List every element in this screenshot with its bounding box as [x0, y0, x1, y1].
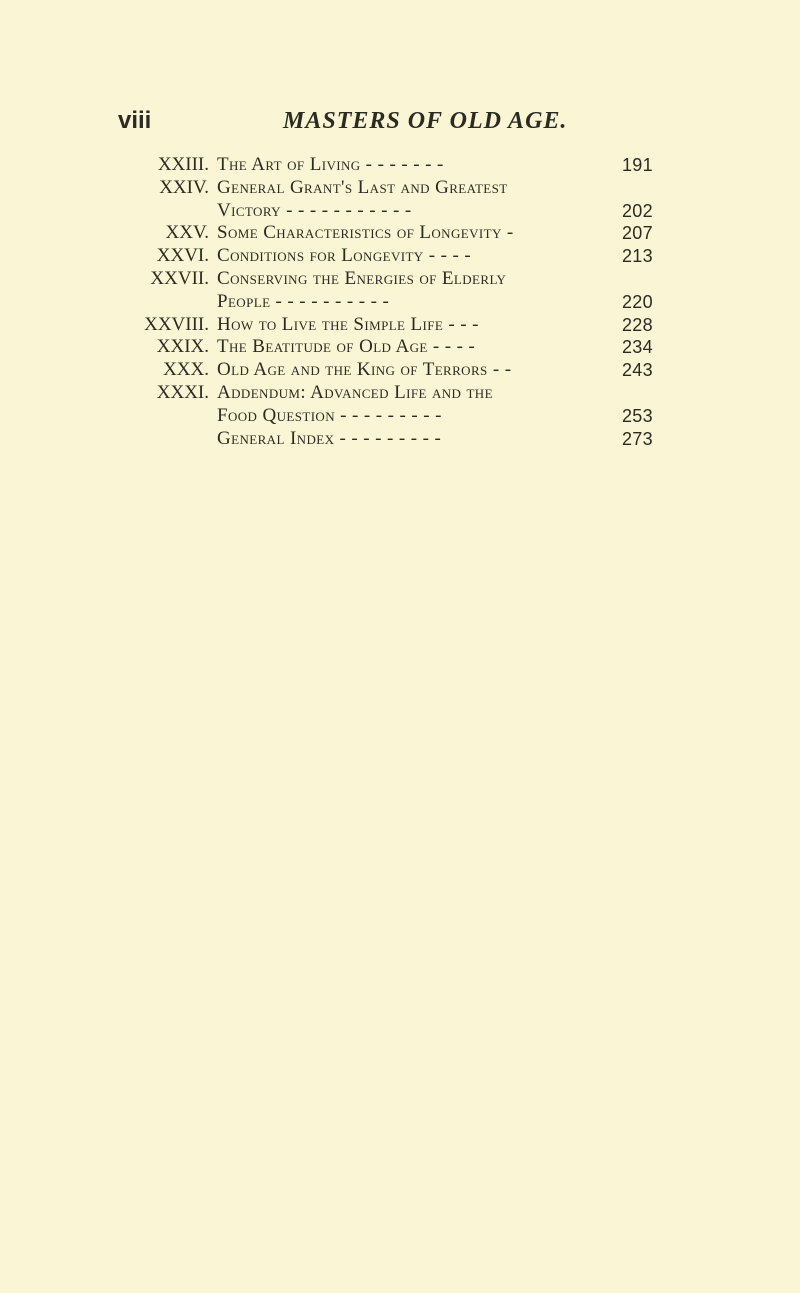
- toc-entry: [0, 382, 800, 405]
- toc-entry: [0, 336, 800, 359]
- toc-entry: [0, 314, 800, 337]
- page-number: 234: [622, 337, 653, 358]
- chapter-number: XXXI.: [156, 381, 209, 403]
- toc-entry: [0, 359, 800, 382]
- page-number: 191: [622, 155, 653, 175]
- page-number: 243: [622, 360, 653, 381]
- page-number: 213: [622, 246, 653, 267]
- chapter-title: General Grant's Last and Greatest: [217, 176, 508, 198]
- toc-entry: [0, 268, 800, 291]
- chapter-number: XXVI.: [156, 245, 209, 267]
- toc-entry-continuation: [0, 200, 800, 223]
- toc-entry-continuation: [0, 405, 800, 428]
- running-title: MASTERS OF OLD AGE.: [283, 108, 568, 134]
- page-number: 228: [622, 314, 653, 335]
- chapter-title: The Beatitude of Old Age - - - -: [217, 336, 476, 358]
- chapter-number: XXVII.: [150, 267, 209, 289]
- chapter-title: Conserving the Energies of Elderly: [217, 267, 507, 289]
- page-number: 220: [622, 291, 653, 312]
- chapter-title: Conditions for Longevity - - - -: [217, 245, 472, 267]
- chapter-title-continued: Food Question - - - - - - - - -: [217, 404, 442, 426]
- chapter-title-continued: Victory - - - - - - - - - - -: [217, 199, 412, 221]
- page-number: 253: [622, 405, 653, 426]
- chapter-number: XXIX.: [156, 336, 209, 358]
- chapter-number: XXVIII.: [144, 313, 209, 335]
- chapter-title: Addendum: Advanced Life and the: [217, 381, 493, 403]
- toc-entry: [0, 177, 800, 200]
- toc-entry: [0, 222, 800, 245]
- chapter-title-continued: People - - - - - - - - - -: [217, 290, 390, 312]
- page-number: 207: [622, 223, 653, 244]
- toc-entry: [0, 154, 800, 177]
- chapter-number: XXV.: [165, 222, 209, 244]
- chapter-title: How to Live the Simple Life - - -: [217, 313, 479, 335]
- toc-entry: [0, 428, 800, 451]
- page-folio: viii: [118, 107, 152, 134]
- table-of-contents: [0, 154, 800, 450]
- chapter-number: XXIV.: [159, 176, 209, 198]
- toc-entry-continuation: [0, 291, 800, 314]
- page-number: 273: [622, 428, 653, 449]
- chapter-number: XXIII.: [157, 154, 209, 175]
- chapter-title: Old Age and the King of Terrors - -: [217, 359, 512, 381]
- index-title: General Index - - - - - - - - -: [217, 427, 442, 449]
- chapter-number: XXX.: [163, 359, 209, 381]
- toc-entry: [0, 245, 800, 268]
- chapter-title: The Art of Living - - - - - - -: [217, 154, 444, 175]
- page-number: 202: [622, 200, 653, 221]
- chapter-title: Some Characteristics of Longevity -: [217, 222, 514, 244]
